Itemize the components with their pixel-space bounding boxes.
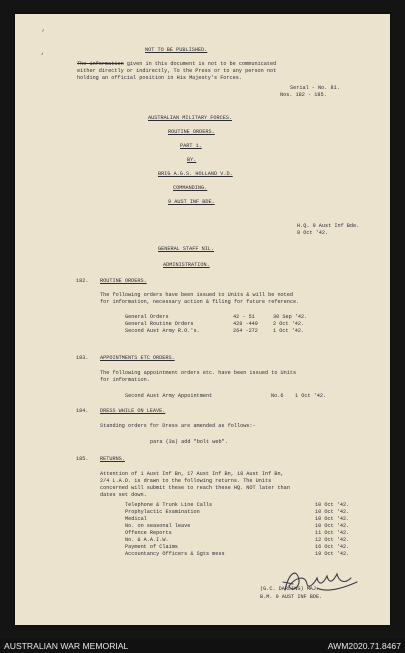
caution-line-1-rest: given in this document is not to be communicated [123, 61, 277, 67]
table-row [125, 393, 326, 399]
return-date: 19 Oct '42. [315, 551, 350, 557]
section-185-body-2: 2/4 L.A.D. is drawn to the following returns. The Units [100, 478, 272, 484]
section-183-body-2: for information. [100, 377, 150, 383]
list-item [125, 516, 349, 522]
row-number: No.6 [271, 393, 284, 399]
return-name: Prophylactic Examination [125, 509, 200, 515]
section-185-body-3: concerned will submit these to reach these HQ. NOT later than [100, 485, 290, 491]
return-name: Accountancy Officers & Sgts mess [125, 551, 225, 557]
return-name: Offence Reports [125, 530, 172, 536]
title-brigade: 9 AUST INF BDE. [168, 199, 215, 205]
return-name: Medical [125, 516, 147, 522]
caution-struck-text: The information [77, 61, 124, 67]
hq-date: 8 Oct '42. [297, 230, 329, 236]
section-184-body: Standing orders for Dress are amended as follows:- [100, 423, 256, 429]
caution-line-3: holding an official position in His Majesty's Forces. [77, 75, 242, 81]
row-name: Second Aust Army R.O.'s. [125, 328, 200, 334]
row-range: 264 -272 [233, 328, 258, 334]
caution-line-1 [77, 61, 276, 67]
title-part: PART 1. [180, 143, 202, 149]
serial-number: Serial - No. 81. [290, 85, 340, 91]
admin-heading: ADMINISTRATION. [163, 262, 210, 268]
table-row [125, 314, 307, 320]
return-date: 10 Oct '42. [315, 523, 350, 529]
order-numbers: Nos. 182 - 185. [280, 92, 327, 98]
list-item [125, 509, 349, 515]
table-row [125, 321, 304, 327]
row-date: 1 Oct '42. [273, 328, 305, 334]
not-published-heading: NOT TO BE PUBLISHED. [145, 47, 208, 53]
return-date: 11 Oct '42. [315, 530, 350, 536]
section-184-title: DRESS WHILE ON LEAVE. [100, 408, 166, 414]
section-185-number: 185. [76, 456, 89, 462]
return-date: 16 Oct '42. [315, 544, 350, 550]
title-by: BY. [187, 157, 197, 163]
archive-accession-number: AWM2020.71.8467 [327, 641, 401, 651]
row-date: 2 Oct '42. [273, 321, 305, 327]
section-183-body-1: The following appointment orders etc. have been issued to Units [100, 370, 297, 376]
return-name: Payment of Claims [125, 544, 178, 550]
list-item [125, 537, 349, 543]
return-date: 10 Oct '42. [315, 502, 350, 508]
list-item [125, 551, 349, 557]
signatory-title: B.M. 9 AUST INF BDE. [260, 594, 323, 600]
return-date: 10 Oct '42. [315, 509, 350, 515]
list-item [125, 502, 349, 508]
section-183-title: APPOINTMENTS ETC ORDERS. [100, 355, 175, 361]
title-commander: BRIG A.G.S. HOLLAND V.D. [158, 171, 233, 177]
section-183-number: 183. [76, 355, 89, 361]
section-182-body-2: for information, necessary action & filing for future reference. [100, 299, 300, 305]
section-184-number: 184. [76, 408, 89, 414]
section-185-body-4: dates set down. [100, 492, 147, 498]
list-item [125, 530, 349, 536]
list-item [125, 544, 349, 550]
hq-location: H.Q. 9 Aust Inf Bde. [297, 223, 360, 229]
row-name: General Orders [125, 314, 169, 320]
archive-caption-bar [0, 639, 405, 653]
archive-name: AUSTRALIAN WAR MEMORIAL [4, 641, 129, 651]
section-184-para: para (3a) add "bolt web". [150, 439, 228, 445]
row-date: 30 Sep '42. [273, 314, 308, 320]
section-182-title: ROUTINE ORDERS. [100, 278, 147, 284]
row-name: General Routine Orders [125, 321, 194, 327]
return-date: 10 Oct '42. [315, 516, 350, 522]
section-182-number: 182. [76, 278, 89, 284]
title-routine-orders: ROUTINE ORDERS. [168, 129, 215, 135]
row-range: 428 -449 [233, 321, 258, 327]
return-name: Telephone & Trunk Line Calls [125, 502, 213, 508]
title-commanding: COMMANDING. [173, 185, 208, 191]
document-page [15, 14, 390, 625]
pin-mark-icon: ’ [41, 30, 46, 38]
pin-mark-icon: ‘ [40, 53, 45, 61]
section-185-title: RETURNS. [100, 456, 125, 462]
section-182-body-1: The following orders have been issued to Units & will be noted [100, 292, 294, 298]
row-name: Second Aust Army Appointment [125, 393, 213, 399]
title-military-forces: AUSTRALIAN MILITARY FORCES. [148, 115, 233, 121]
return-name: No. & A.A.I.W. [125, 537, 169, 543]
caution-line-2: either directly or indirectly, To the Press or to any person not [77, 68, 277, 74]
signatory-name: (G.C. DARLING) MAJ. [260, 586, 320, 592]
table-row [125, 328, 304, 334]
staff-heading: GENERAL STAFF NIL. [158, 246, 215, 252]
return-name: No. on seasonal leave [125, 523, 191, 529]
section-185-body-1: Attention of 1 Aust Inf Bn, 17 Aust Inf Bn, 18 Aust Inf Bn, [100, 471, 284, 477]
row-range: 42 - 51 [233, 314, 255, 320]
list-item [125, 523, 349, 529]
row-date: 1 Oct '42. [295, 393, 327, 399]
return-date: 12 Oct '42. [315, 537, 350, 543]
